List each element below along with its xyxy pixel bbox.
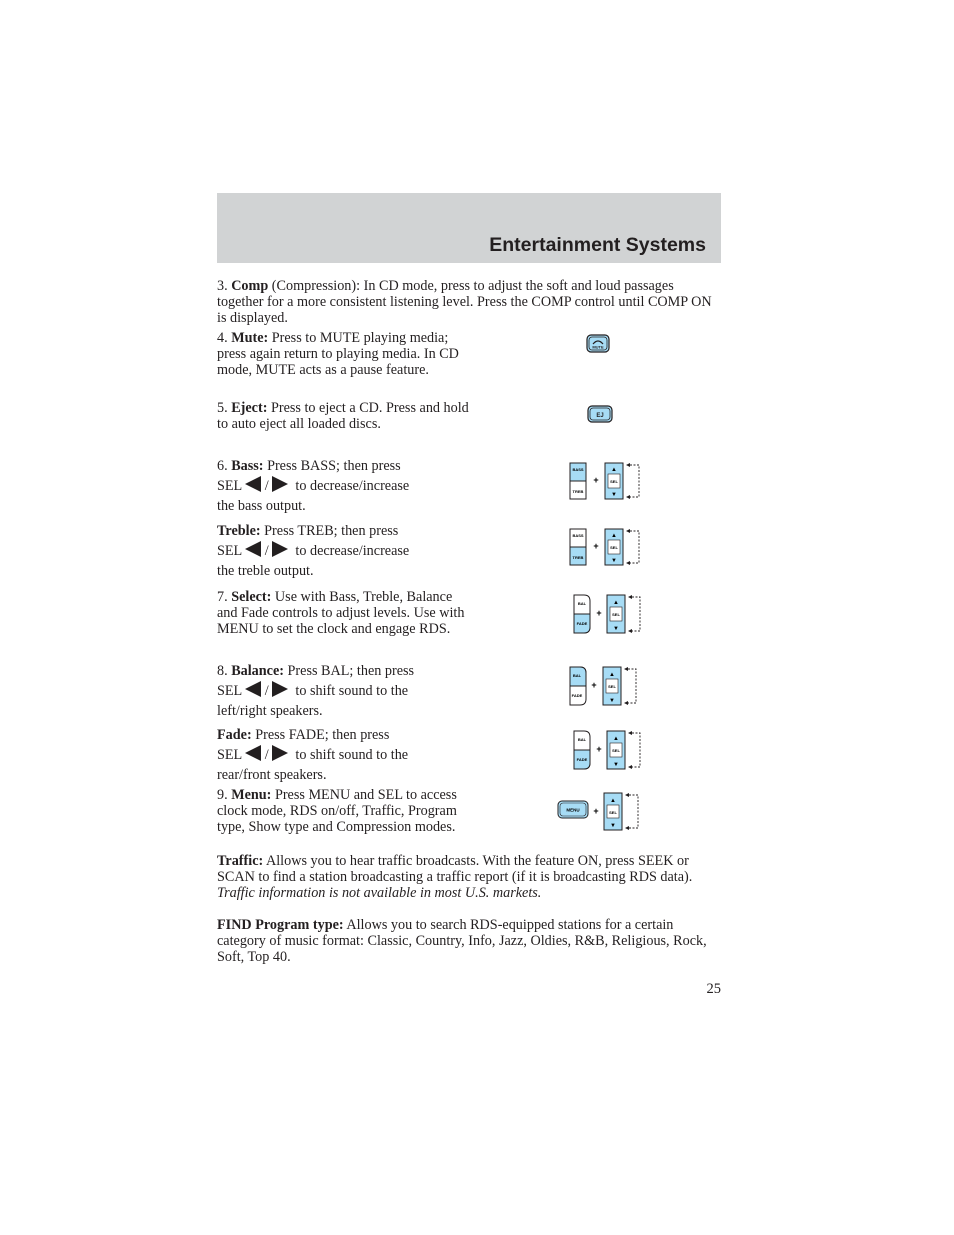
down-arrow-icon: ▼ <box>611 558 617 564</box>
select-sel-diagram <box>570 592 644 636</box>
sel-label: SEL <box>610 545 618 550</box>
term-select: Select: <box>231 589 272 605</box>
arrow-right-icon <box>272 681 288 697</box>
arrow-right-icon <box>272 476 288 492</box>
bal-label: BAL <box>572 673 582 678</box>
traffic-note: Traffic information is not available in most U.S. markets. <box>217 885 542 902</box>
fade-label: FADE <box>576 757 588 762</box>
arrow-left-icon <box>245 476 261 492</box>
plus-sign: + <box>596 744 602 754</box>
term-fade: Fade: <box>217 727 252 743</box>
sel-label: SEL <box>610 479 618 484</box>
plus-sign: + <box>591 680 597 690</box>
fade-sel-diagram <box>570 728 644 772</box>
plus-sign: + <box>593 475 599 485</box>
arrow-left-icon <box>245 681 261 697</box>
section-header <box>217 193 721 263</box>
term-find-program-type: FIND Program type: <box>217 917 344 933</box>
plus-sign: + <box>593 806 599 816</box>
up-arrow-icon: ▲ <box>613 736 619 742</box>
section-title: Entertainment Systems <box>489 234 706 256</box>
down-arrow-icon: ▼ <box>610 823 616 829</box>
arrow-left-icon <box>245 745 261 761</box>
item-menu: 9. Menu: Press MENU and SEL to access clock mode, RDS on/off, Traffic, Program type, Show type and Compression modes. <box>217 787 457 836</box>
up-arrow-icon: ▲ <box>610 798 616 804</box>
plus-sign: + <box>596 608 602 618</box>
eject-label: EJ <box>596 413 604 419</box>
bass-label: BASS <box>572 533 584 538</box>
sel-label: SEL <box>612 612 620 617</box>
mute-label: MUTE <box>592 344 604 350</box>
up-arrow-icon: ▲ <box>611 467 617 473</box>
item-find-program-type: FIND Program type: Allows you to search RDS-equipped stations for a certain category of music format: Classic, Country, Info, Jazz, Oldies, R&B, Religious, Rock, Soft, Top 40. <box>217 917 707 966</box>
item-fade: Fade: Press FADE; then press SEL / to shift sound to the rear/front speakers. <box>217 727 409 783</box>
bal-label: BAL <box>577 601 587 606</box>
down-arrow-icon: ▼ <box>609 698 615 704</box>
term-traffic: Traffic: <box>217 853 264 869</box>
eject-button-icon <box>587 405 613 424</box>
bass-sel-diagram <box>566 460 642 502</box>
plus-sign: + <box>593 541 599 551</box>
page-number: 25 <box>706 981 721 997</box>
up-arrow-icon: ▲ <box>611 533 617 539</box>
menu-sel-diagram <box>556 790 644 834</box>
term-bass: Bass: <box>231 458 264 474</box>
down-arrow-icon: ▼ <box>613 762 619 768</box>
treb-label: TREB <box>572 489 584 494</box>
bal-label: BAL <box>577 737 587 742</box>
treble-sel-diagram <box>566 526 642 568</box>
bass-label: BASS <box>572 467 584 472</box>
item-bass: 6. Bass: Press BASS; then press SEL / to decrease/increase the bass output. <box>217 458 410 514</box>
treb-label: TREB <box>572 555 584 560</box>
term-treble: Treble: <box>217 523 261 539</box>
item-balance: 8. Balance: Press BAL; then press SEL / to shift sound to the left/right speakers. <box>217 663 415 719</box>
term-menu: Menu: <box>231 787 272 803</box>
term-mute: Mute: <box>231 330 269 346</box>
fade-label: FADE <box>571 693 583 698</box>
item-select: 7. Select: Use with Bass, Treble, Balance and Fade controls to adjust levels. Use with MENU to set the clock and engage RDS. <box>217 589 465 638</box>
up-arrow-icon: ▲ <box>609 672 615 678</box>
item-comp: 3. Comp (Compression): In CD mode, press to adjust the soft and loud passages together for a more consistent listening level. Press the COMP control until COMP ON is displayed. <box>217 278 712 327</box>
item-mute: 4. Mute: Press to MUTE playing media; press again return to playing media. In CD mode, MUTE acts as a pause feature. <box>217 330 459 379</box>
item-eject: 5. Eject: Press to eject a CD. Press and hold to auto eject all loaded discs. <box>217 400 469 433</box>
down-arrow-icon: ▼ <box>611 492 617 498</box>
arrow-right-icon <box>272 745 288 761</box>
term-eject: Eject: <box>231 400 268 416</box>
sel-label: SEL <box>608 684 616 689</box>
balance-sel-diagram <box>566 664 640 708</box>
item-treble: Treble: Press TREB; then press SEL / to decrease/increase the treble output. <box>217 523 410 579</box>
fade-label: FADE <box>576 621 588 626</box>
sel-label: SEL <box>612 748 620 753</box>
item-traffic: Traffic: Allows you to hear traffic broadcasts. With the feature ON, press SEEK or SCAN to find a station broadcasting a traffic report (if it is broadcasting RDS data). Traffic information is not available in most U.S. markets. <box>217 853 693 902</box>
down-arrow-icon: ▼ <box>613 626 619 632</box>
term-balance: Balance: <box>231 663 284 679</box>
up-arrow-icon: ▲ <box>613 600 619 606</box>
mute-button-icon <box>586 334 610 354</box>
arrow-right-icon <box>272 541 288 557</box>
menu-label: MENU <box>566 807 580 813</box>
arrow-left-icon <box>245 541 261 557</box>
term-comp: Comp <box>231 278 269 294</box>
sel-label: SEL <box>609 810 617 815</box>
